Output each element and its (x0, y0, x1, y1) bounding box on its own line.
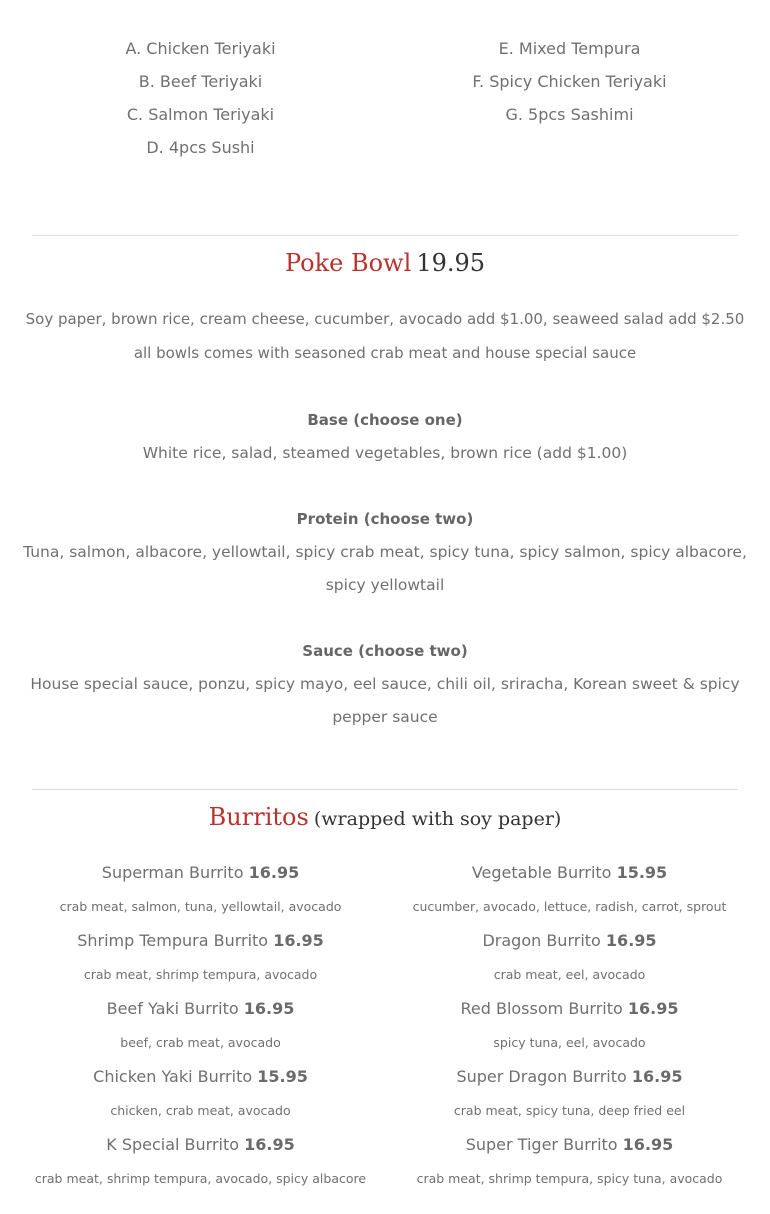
menu-item (16, 924, 385, 958)
burritos-title (0, 803, 770, 831)
combo-option: E. Mixed Tempura (498, 39, 641, 58)
protein-options-cont: spicy yellowtail (325, 576, 445, 594)
menu-item-description: crab meat, shrimp tempura, avocado (83, 967, 318, 982)
menu-item-description: crab meat, shrimp tempura, spicy tuna, avocado (416, 1171, 723, 1186)
burritos-note: (wrapped with soy paper) (313, 808, 562, 830)
menu-item (16, 1060, 385, 1094)
menu-item (385, 924, 754, 958)
menu-item-price: 16.95 (273, 931, 324, 950)
menu-item-description: crab meat, shrimp tempura, avocado, spicy albacore (34, 1171, 367, 1186)
menu-item-name: Super Tiger Burrito (465, 1135, 618, 1154)
menu-item-price: 16.95 (248, 863, 300, 882)
menu-item (16, 856, 385, 890)
menu-item (16, 992, 385, 1026)
menu-item (385, 1060, 754, 1094)
menu-item-price: 16.95 (605, 931, 657, 950)
burritos-list (16, 856, 754, 1196)
protein-options: Tuna, salmon, albacore, yellowtail, spicy crab meat, spicy tuna, spicy salmon, spicy albacore, (23, 543, 747, 561)
burritos-right-column (385, 856, 754, 1196)
combo-option: B. Beef Teriyaki (138, 72, 263, 91)
base-heading: Base (choose one) (307, 411, 463, 429)
sauce-heading: Sauce (choose two) (302, 642, 468, 660)
poke-bowl-name: Poke Bowl (284, 249, 412, 277)
sauce-options-cont: pepper sauce (332, 708, 438, 726)
menu-item-name: Dragon Burrito (482, 931, 601, 950)
menu-item-name: Vegetable Burrito (471, 863, 612, 882)
menu-item-name: Superman Burrito (101, 863, 244, 882)
combo-options-left (16, 32, 385, 164)
section-divider (32, 235, 738, 236)
menu-item (16, 1128, 385, 1162)
menu-item-name: K Special Burrito (106, 1135, 240, 1154)
poke-bowl-details (16, 302, 754, 734)
menu-item-name: Chicken Yaki Burrito (93, 1067, 253, 1086)
sauce-options: House special sauce, ponzu, spicy mayo, eel sauce, chili oil, sriracha, Korean sweet & spicy (30, 675, 740, 693)
menu-item-description: crab meat, salmon, tuna, yellowtail, avocado (59, 899, 342, 914)
base-options: White rice, salad, steamed vegetables, brown rice (add $1.00) (142, 444, 628, 462)
burritos-name: Burritos (208, 803, 309, 831)
poke-bowl-price: 19.95 (416, 249, 486, 277)
combo-option: A. Chicken Teriyaki (125, 39, 276, 58)
poke-bowl-note: all bowls comes with seasoned crab meat and house special sauce (133, 344, 637, 362)
combo-options-right (385, 32, 754, 164)
combo-options (16, 32, 754, 164)
menu-item-description: chicken, crab meat, avocado (110, 1103, 291, 1118)
burritos-left-column (16, 856, 385, 1196)
menu-item-description: spicy tuna, eel, avocado (493, 1035, 646, 1050)
menu-item-name: Shrimp Tempura Burrito (77, 931, 269, 950)
menu-item-price: 16.95 (243, 999, 295, 1018)
combo-option: F. Spicy Chicken Teriyaki (472, 72, 667, 91)
combo-option: C. Salmon Teriyaki (126, 105, 275, 124)
section-divider (32, 789, 738, 790)
menu-item-price: 15.95 (257, 1067, 308, 1086)
protein-heading: Protein (choose two) (296, 510, 474, 528)
menu-item-description: cucumber, avocado, lettuce, radish, carrot, sprout (412, 899, 727, 914)
menu-item-price: 16.95 (622, 1135, 674, 1154)
menu-item (385, 856, 754, 890)
menu-item-description: crab meat, eel, avocado (493, 967, 646, 982)
menu-item (385, 1128, 754, 1162)
combo-option: G. 5pcs Sashimi (505, 105, 634, 124)
menu-item-price: 16.95 (627, 999, 679, 1018)
menu-item-name: Beef Yaki Burrito (106, 999, 239, 1018)
menu-item-price: 16.95 (244, 1135, 295, 1154)
menu-item (385, 992, 754, 1026)
menu-item-price: 15.95 (616, 863, 668, 882)
poke-bowl-title (0, 249, 770, 277)
menu-item-price: 16.95 (631, 1067, 683, 1086)
menu-item-name: Super Dragon Burrito (456, 1067, 627, 1086)
menu-item-name: Red Blossom Burrito (460, 999, 623, 1018)
poke-bowl-description: Soy paper, brown rice, cream cheese, cucumber, avocado add $1.00, seaweed salad add $2.50 (25, 310, 745, 328)
menu-item-description: crab meat, spicy tuna, deep fried eel (453, 1103, 686, 1118)
menu-item-description: beef, crab meat, avocado (120, 1035, 281, 1050)
combo-option: D. 4pcs Sushi (146, 138, 255, 157)
